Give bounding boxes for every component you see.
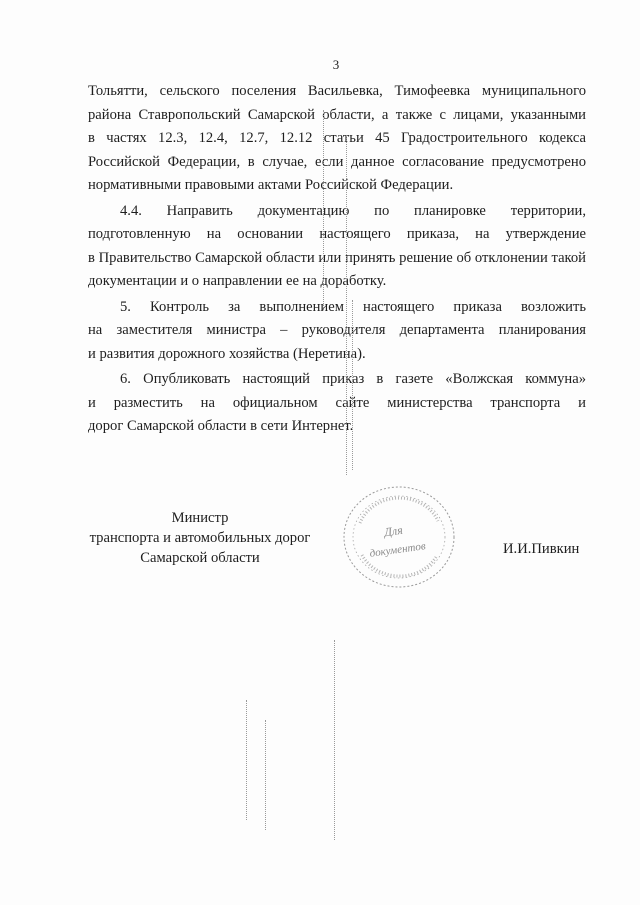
signatory-title-line: Министр	[171, 510, 229, 526]
scan-artifact	[323, 110, 324, 310]
signatory-title-line: транспорта и автомобильных дорог	[89, 530, 311, 546]
text-line: подготовленную на основании настоящего приказа, на утверждение	[88, 226, 586, 242]
text-line: 4.4. Направить документацию по планировке территории,	[120, 202, 586, 219]
paragraph-4-4	[88, 200, 586, 294]
scan-artifact	[346, 135, 347, 475]
text-line: в частях 12.3, 12.4, 12.7, 12.12 статьи 45 Градостроительного кодекса	[88, 130, 586, 146]
signatory-title-line: Самарской области	[140, 550, 260, 566]
text-line: на заместителя министра – руководителя департамента планирования	[88, 322, 586, 338]
text-line: и развития дорожного хозяйства (Неретина).	[88, 345, 366, 362]
scan-artifact	[265, 720, 266, 830]
text-line: Тольятти, сельского поселения Васильевка, Тимофеевка муниципального	[88, 83, 586, 99]
stamp-text: документов	[368, 540, 427, 560]
text-line: и разместить на официальном сайте министерства транспорта и	[88, 394, 586, 411]
paragraph-6	[88, 368, 586, 439]
official-stamp	[340, 483, 458, 591]
stamp-text: Для	[383, 522, 404, 540]
text-line: в Правительство Самарской области или принять решение об отклонении такой	[88, 249, 586, 266]
scan-artifact	[246, 700, 247, 820]
scan-artifact	[352, 300, 353, 470]
text-line: дорог Самарской области в сети Интернет.	[88, 418, 354, 434]
text-line: 5. Контроль за выполнением настоящего приказа возложить	[120, 298, 586, 315]
signatory-name: И.И.Пивкин	[503, 541, 580, 557]
text-line: 6. Опубликовать настоящий приказ в газете «Волжская коммуна»	[120, 371, 586, 387]
text-line: нормативными правовыми актами Российской Федерации.	[88, 177, 454, 193]
paragraph-continuation	[88, 80, 586, 198]
text-line: района Ставропольский Самарской области, а также с лицами, указанными	[88, 106, 586, 123]
text-line: Российской Федерации, в случае, если данное согласование предусмотрено	[88, 153, 586, 170]
page-number: 3	[332, 57, 340, 72]
scan-artifact	[334, 640, 335, 840]
signatory-title	[60, 508, 340, 568]
document-body	[88, 80, 586, 439]
text-line: документации и о направлении ее на доработку.	[88, 273, 387, 289]
paragraph-5	[88, 296, 586, 367]
